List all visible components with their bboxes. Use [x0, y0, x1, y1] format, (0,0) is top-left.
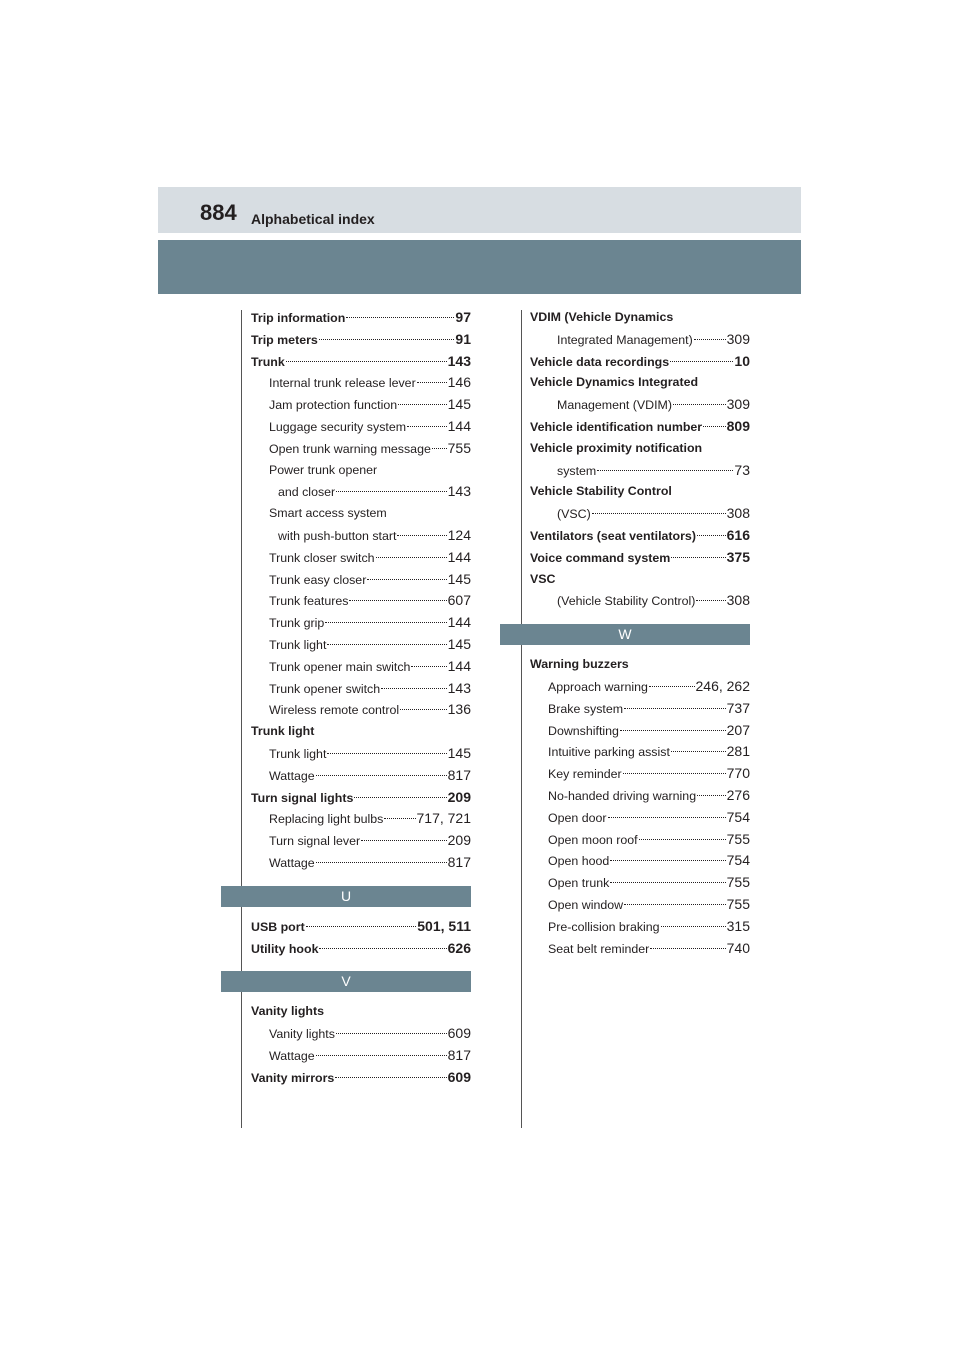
entry-term: VSC — [530, 571, 556, 586]
entry-page-ref[interactable]: 817 — [447, 1047, 471, 1063]
entry-term: Voice command system — [530, 550, 671, 565]
dot-leader — [623, 773, 726, 774]
entry-term: (Vehicle Stability Control) — [557, 594, 696, 609]
dot-leader — [411, 666, 446, 667]
entry-term: Open hood — [548, 854, 610, 869]
index-entry — [530, 437, 750, 459]
entry-term: Integrated Management) — [557, 332, 693, 347]
dot-leader — [319, 339, 455, 340]
entry-term: Seat belt reminder — [548, 941, 650, 956]
index-subentry — [269, 742, 471, 764]
entry-page-ref[interactable]: 144 — [447, 548, 471, 565]
entry-term: Open moon roof — [548, 832, 638, 847]
entry-term: Utility hook — [251, 941, 319, 956]
index-entry — [530, 653, 750, 675]
dot-leader — [306, 926, 417, 927]
entry-page-ref[interactable]: 308 — [726, 505, 750, 522]
entry-term: Intuitive parking assist — [548, 745, 670, 760]
entry-page-ref[interactable]: 144 — [447, 418, 471, 434]
dot-leader — [624, 904, 726, 905]
index-entry — [530, 524, 750, 546]
entry-page-ref[interactable]: 315 — [726, 917, 750, 934]
entry-page-ref[interactable]: 755 — [726, 830, 750, 847]
entry-page-ref[interactable]: 10 — [734, 352, 750, 369]
entry-page-ref[interactable]: 755 — [447, 439, 471, 456]
dot-leader — [608, 817, 726, 818]
dot-leader — [346, 317, 454, 318]
section-title: Alphabetical index — [251, 211, 375, 227]
dot-leader — [671, 751, 726, 752]
dot-leader — [610, 860, 725, 861]
index-entry — [251, 937, 471, 959]
entry-term: Wattage — [269, 768, 315, 783]
index-subentry — [548, 719, 750, 741]
dot-leader — [610, 882, 725, 883]
entry-page-ref[interactable]: 309 — [726, 396, 750, 413]
entry-term: VDIM (Vehicle Dynamics — [530, 310, 674, 324]
entry-term: Vehicle proximity notification — [530, 440, 703, 455]
entry-term: Trunk features — [269, 594, 349, 609]
entry-page-ref[interactable]: 309 — [726, 330, 750, 347]
entry-page-ref[interactable]: 609 — [447, 1025, 471, 1042]
entry-term: Vanity mirrors — [251, 1070, 335, 1085]
page-number: 884 — [200, 200, 237, 225]
index-subentry — [269, 677, 471, 699]
dot-leader — [398, 404, 447, 405]
index-subentry — [269, 807, 471, 829]
entry-page-ref[interactable]: 755 — [726, 896, 750, 912]
index-entry — [530, 480, 750, 502]
index-entry — [530, 306, 750, 328]
entry-page-ref[interactable]: 246, 262 — [695, 678, 750, 694]
index-subentry — [557, 459, 750, 481]
index-entry — [530, 350, 750, 372]
entry-page-ref[interactable]: 817 — [447, 854, 471, 870]
entry-term: Turn signal lights — [251, 790, 354, 805]
entry-term: Vehicle identification number — [530, 420, 703, 434]
index-subentry — [548, 915, 750, 937]
entry-term: Trip meters — [251, 332, 318, 347]
dot-leader — [286, 361, 447, 362]
entry-term: Vanity lights — [251, 1004, 324, 1019]
dot-leader — [361, 840, 447, 841]
dot-leader — [432, 448, 447, 449]
entry-page-ref[interactable]: 207 — [726, 721, 750, 738]
dot-leader — [319, 948, 446, 949]
entry-term: Ventilators (seat ventilators) — [530, 529, 696, 543]
entry-term: Trip information — [251, 311, 346, 325]
entry-term: Trunk grip — [269, 616, 325, 631]
entry-term: Smart access system — [269, 506, 387, 521]
dot-leader — [336, 1033, 447, 1034]
entry-page-ref[interactable]: 281 — [726, 743, 750, 760]
entry-term: Luggage security system — [269, 420, 407, 434]
entry-term: Wattage — [269, 856, 315, 870]
dot-leader — [661, 926, 726, 927]
entry-page-ref[interactable]: 754 — [726, 852, 750, 869]
entry-term: Trunk opener main switch — [269, 659, 411, 674]
entry-page-ref[interactable]: 626 — [447, 939, 471, 956]
dot-leader — [703, 426, 726, 427]
entry-term: Key reminder — [548, 767, 622, 782]
index-subentry — [269, 415, 471, 437]
dot-leader — [400, 709, 447, 710]
dot-leader — [407, 426, 447, 427]
dot-leader — [670, 361, 733, 362]
dot-leader — [417, 382, 447, 383]
entry-page-ref[interactable]: 145 — [447, 745, 471, 761]
entry-page-ref[interactable]: 276 — [726, 787, 750, 803]
dot-leader — [650, 948, 725, 949]
index-entry — [251, 328, 471, 350]
dot-leader — [354, 797, 446, 798]
dot-leader — [697, 535, 726, 536]
index-entry — [251, 915, 471, 937]
entry-term: Trunk easy closer — [269, 572, 367, 587]
entry-term: Trunk light — [269, 747, 327, 761]
entry-page-ref[interactable]: 817 — [447, 766, 471, 783]
entry-page-ref[interactable]: 770 — [726, 765, 750, 782]
index-subentry — [269, 1044, 471, 1066]
index-subentry — [548, 806, 750, 828]
entry-page-ref[interactable]: 143 — [447, 679, 471, 696]
entry-term: and closer — [278, 485, 336, 500]
entry-term: Vehicle Dynamics Integrated — [530, 375, 699, 390]
dot-leader — [327, 644, 446, 645]
index-subentry — [278, 480, 471, 502]
entry-term: USB port — [251, 919, 305, 934]
index-subentry — [278, 524, 471, 546]
dot-leader — [620, 730, 726, 731]
entry-page-ref[interactable]: 737 — [726, 699, 750, 716]
index-subentry — [269, 851, 471, 873]
dot-leader — [325, 622, 446, 623]
letter-band-v: V — [221, 971, 471, 992]
entry-term: No-handed driving warning — [548, 789, 697, 803]
index-entry — [251, 350, 471, 372]
index-entry — [251, 306, 471, 328]
entry-term: (VSC) — [557, 507, 591, 522]
index-entry — [251, 1066, 471, 1088]
entry-page-ref[interactable]: 145 — [447, 570, 471, 587]
title-band — [158, 240, 801, 294]
entry-term: Warning buzzers — [530, 657, 629, 672]
index-subentry — [548, 849, 750, 871]
index-entry — [251, 786, 471, 808]
index-subentry — [557, 393, 750, 415]
index-subentry — [548, 893, 750, 915]
entry-page-ref[interactable]: 209 — [447, 788, 471, 805]
index-subentry — [557, 328, 750, 350]
entry-term: Trunk light — [251, 724, 315, 739]
entry-term: Open trunk warning message — [269, 441, 431, 456]
index-subentry — [269, 829, 471, 851]
entry-page-ref[interactable]: 308 — [726, 592, 750, 609]
entry-page-ref[interactable]: 143 — [447, 483, 471, 500]
index-subentry — [269, 611, 471, 633]
index-entry — [530, 568, 750, 590]
index-subentry — [269, 371, 471, 393]
entry-term: Pre-collision braking — [548, 919, 660, 934]
column-divider — [521, 310, 522, 1128]
index-entry — [530, 415, 750, 437]
entry-page-ref[interactable]: 809 — [726, 418, 750, 434]
dot-leader — [316, 775, 447, 776]
entry-term: Open window — [548, 898, 624, 912]
entry-page-ref[interactable]: 143 — [447, 352, 471, 369]
index-subentry — [548, 937, 750, 959]
entry-page-ref[interactable]: 616 — [726, 527, 750, 543]
index-subentry — [548, 697, 750, 719]
index-subentry — [269, 393, 471, 415]
index-entry — [251, 720, 471, 742]
index-subentry — [269, 764, 471, 786]
entry-term: Turn signal lever — [269, 834, 361, 849]
entry-page-ref[interactable]: 740 — [726, 939, 750, 956]
dot-leader — [381, 688, 447, 689]
index-subentry — [548, 784, 750, 806]
entry-term: Jam protection function — [269, 398, 398, 413]
column-divider — [241, 310, 242, 1128]
index-subentry — [269, 698, 471, 720]
index-subentry — [269, 633, 471, 655]
entry-page-ref[interactable]: 717, 721 — [416, 810, 471, 827]
dot-leader — [697, 795, 726, 796]
entry-page-ref[interactable]: 146 — [447, 374, 471, 391]
entry-term: Approach warning — [548, 680, 648, 694]
entry-term: Wattage — [269, 1049, 315, 1063]
dot-leader — [673, 404, 726, 405]
entry-term: Brake system — [548, 701, 624, 716]
index-entry — [251, 1000, 471, 1022]
entry-term: Vehicle data recordings — [530, 354, 670, 369]
index-subentry — [269, 459, 471, 481]
dot-leader — [327, 753, 446, 754]
entry-page-ref[interactable]: 91 — [455, 330, 471, 347]
index-entry — [530, 546, 750, 568]
letter-band-u: U — [221, 886, 471, 907]
dot-leader — [397, 535, 446, 536]
dot-leader — [376, 557, 447, 558]
entry-page-ref[interactable]: 209 — [447, 832, 471, 849]
entry-page-ref[interactable]: 375 — [726, 548, 750, 565]
entry-term: Wireless remote control — [269, 703, 400, 718]
entry-term: Replacing light bulbs — [269, 812, 384, 827]
entry-page-ref[interactable]: 136 — [447, 701, 471, 718]
dot-leader — [597, 470, 733, 471]
index-subentry — [548, 871, 750, 893]
index-subentry — [269, 1022, 471, 1044]
entry-term: Downshifting — [548, 723, 619, 738]
entry-page-ref[interactable]: 501, 511 — [417, 917, 471, 934]
entry-term: Internal trunk release lever — [269, 376, 416, 391]
index-subentry — [557, 502, 750, 524]
entry-page-ref[interactable]: 607 — [447, 592, 471, 609]
entry-page-ref[interactable]: 145 — [447, 396, 471, 413]
dot-leader — [694, 339, 726, 340]
entry-term: Vanity lights — [269, 1027, 335, 1042]
index-subentry — [269, 546, 471, 568]
index-subentry — [548, 828, 750, 850]
index-subentry — [269, 437, 471, 459]
entry-page-ref[interactable]: 754 — [726, 808, 750, 825]
entry-page-ref[interactable]: 73 — [734, 461, 750, 478]
entry-page-ref[interactable]: 124 — [447, 527, 471, 543]
index-subentry — [548, 762, 750, 784]
dot-leader — [335, 1077, 446, 1078]
dot-leader — [649, 686, 695, 687]
dot-leader — [367, 579, 446, 580]
entry-page-ref[interactable]: 97 — [455, 309, 471, 325]
entry-term: Trunk light — [269, 638, 327, 652]
entry-term: Vehicle Stability Control — [530, 484, 672, 499]
entry-term: Management (VDIM) — [557, 398, 672, 413]
entry-term: with push-button start — [278, 529, 397, 543]
index-subentry — [557, 589, 750, 611]
entry-term: Open trunk — [548, 876, 610, 891]
entry-page-ref[interactable]: 144 — [447, 614, 471, 631]
dot-leader — [349, 600, 446, 601]
entry-term: Trunk — [251, 354, 285, 369]
dot-leader — [639, 839, 726, 840]
dot-leader — [336, 491, 446, 492]
index-subentry — [548, 740, 750, 762]
entry-term: Trunk closer switch — [269, 550, 375, 565]
index-subentry — [269, 655, 471, 677]
index-subentry — [269, 568, 471, 590]
dot-leader — [592, 513, 726, 514]
entry-term: system — [557, 463, 597, 478]
dot-leader — [624, 708, 726, 709]
dot-leader — [384, 818, 415, 819]
dot-leader — [316, 862, 447, 863]
entry-term: Trunk opener switch — [269, 681, 381, 696]
letter-band-w: W — [500, 624, 750, 645]
index-entry — [530, 371, 750, 393]
entry-term: Open door — [548, 810, 607, 825]
entry-page-ref[interactable]: 145 — [447, 636, 471, 652]
entry-page-ref[interactable]: 144 — [447, 657, 471, 674]
dot-leader — [696, 600, 725, 601]
entry-page-ref[interactable]: 755 — [726, 874, 750, 891]
index-subentry — [269, 589, 471, 611]
dot-leader — [671, 557, 725, 558]
entry-page-ref[interactable]: 609 — [447, 1068, 471, 1085]
entry-term: Power trunk opener — [269, 462, 378, 477]
index-subentry — [269, 502, 471, 524]
index-subentry — [548, 675, 750, 697]
dot-leader — [316, 1055, 447, 1056]
